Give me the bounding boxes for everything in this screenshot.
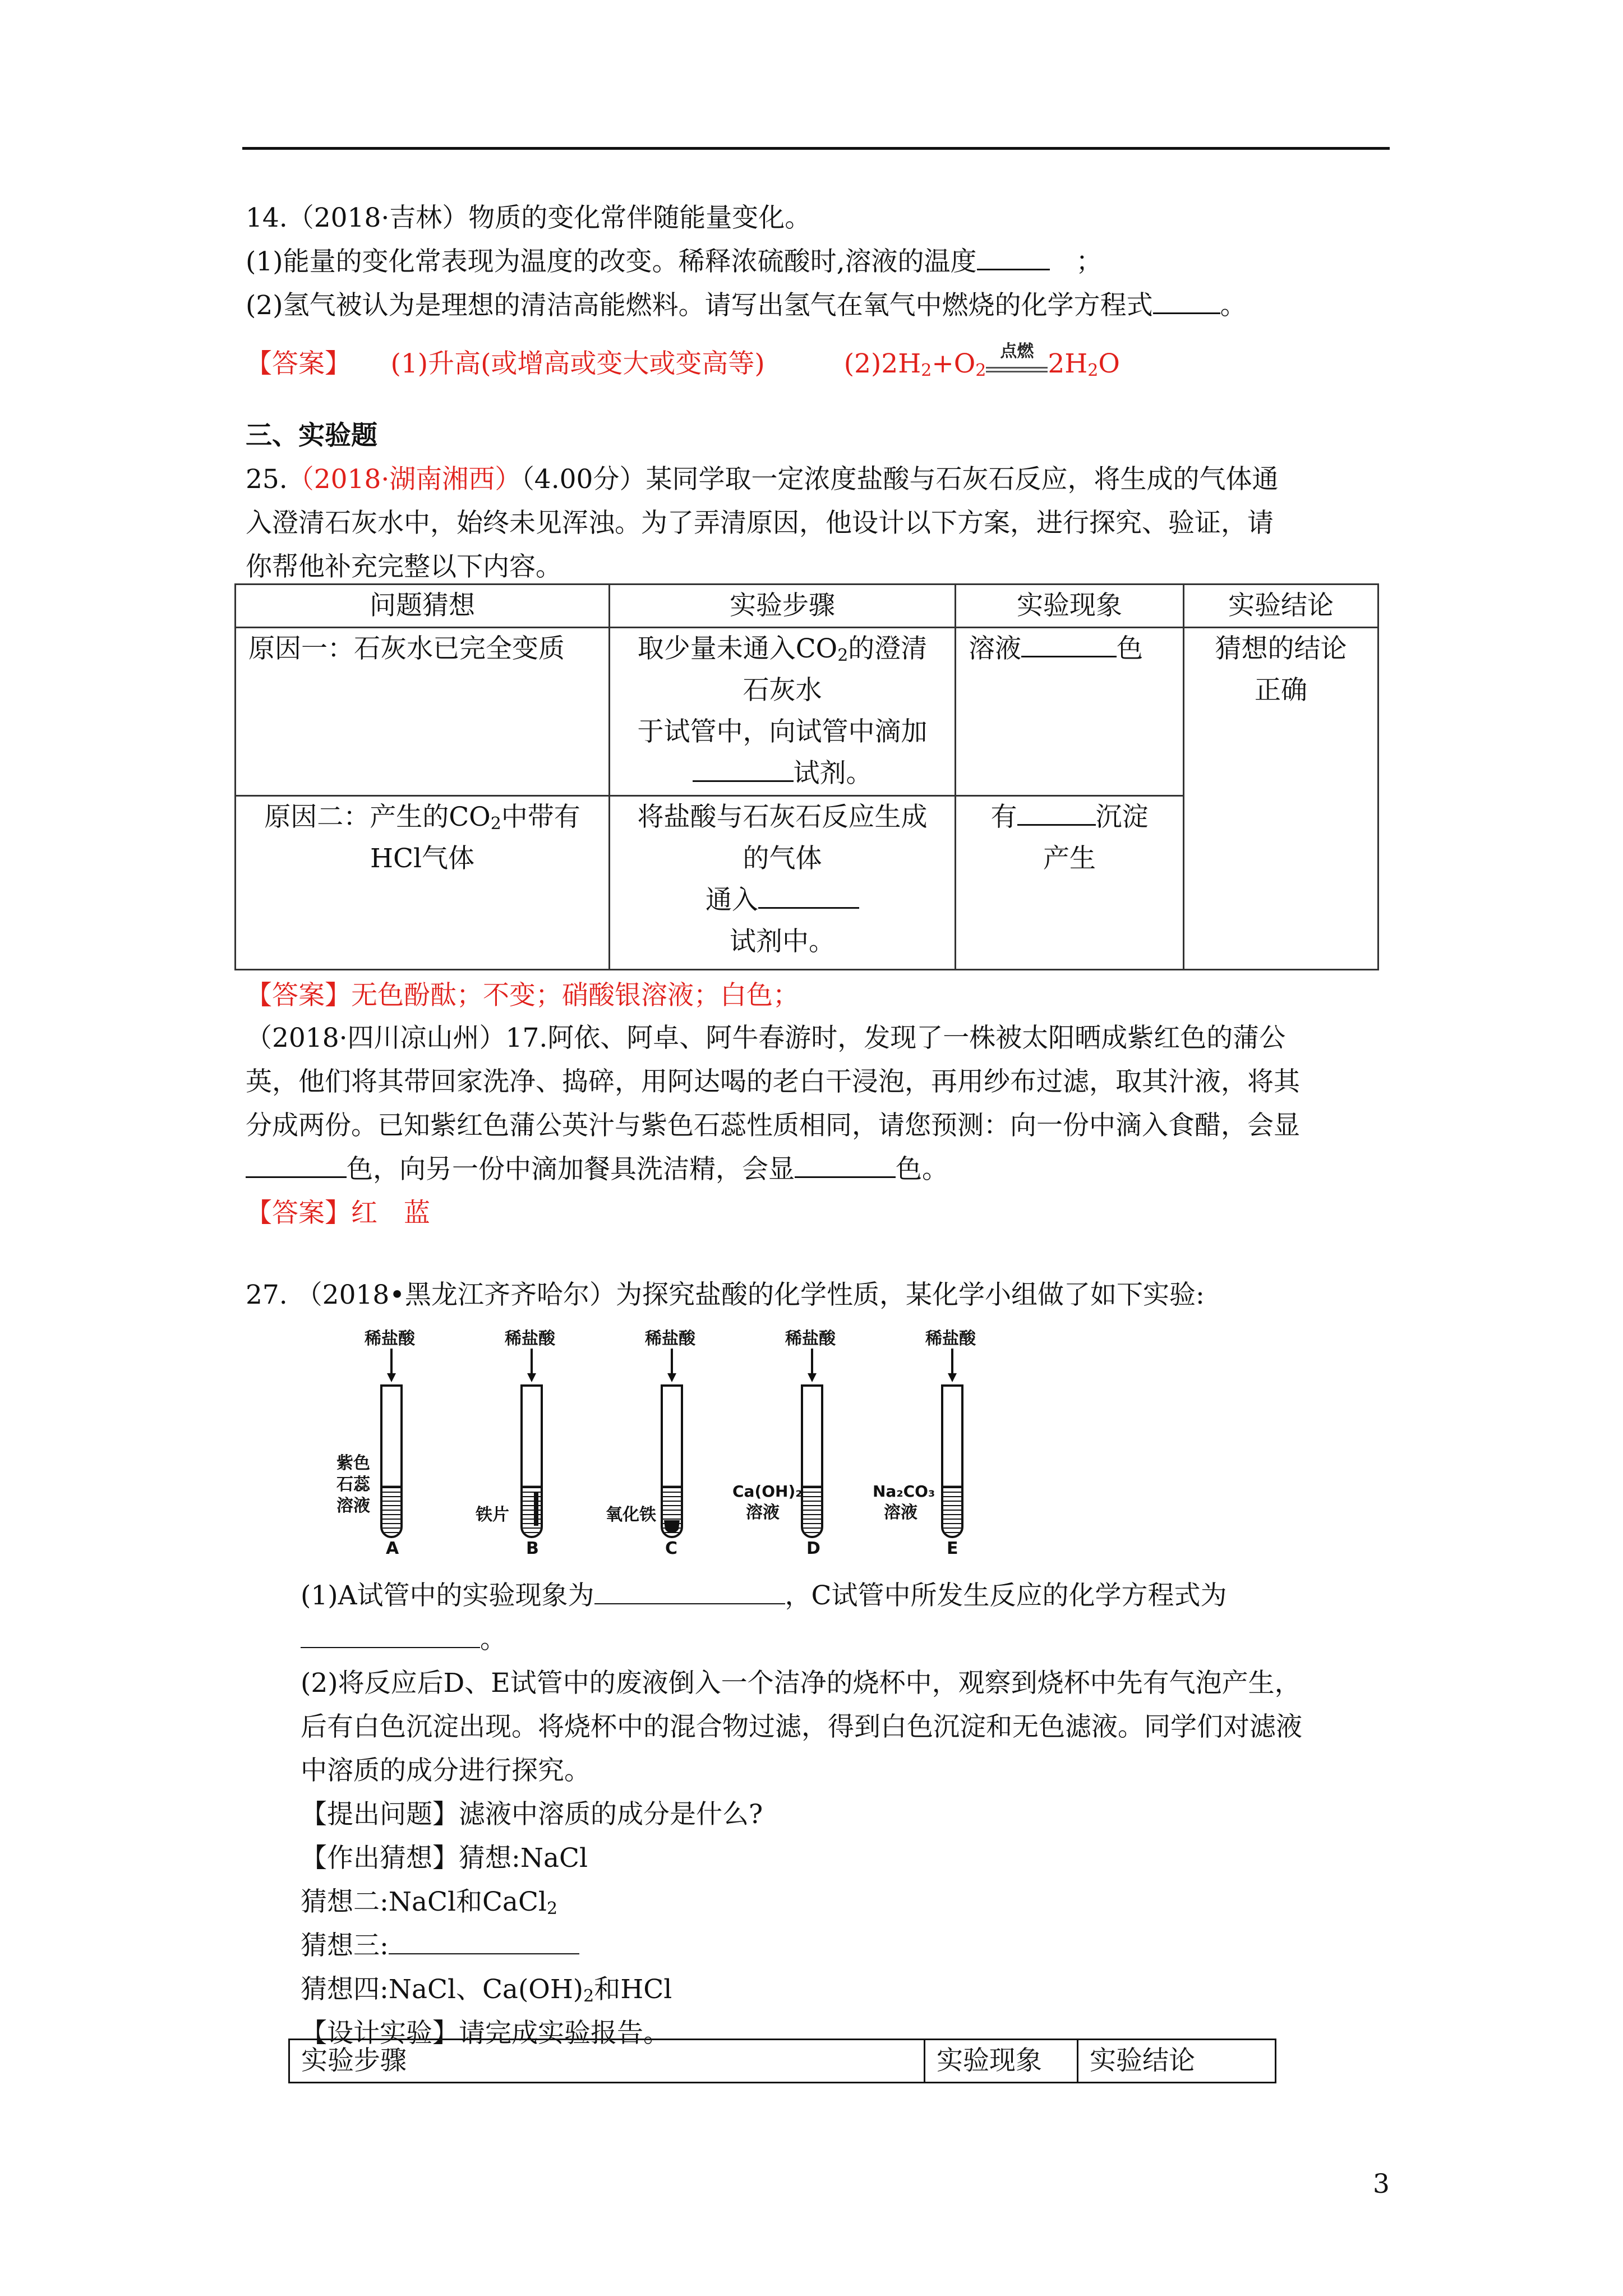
table-header-row: 问题猜想 实验步骤 实验现象 实验结论 [236,585,1378,628]
tube-c [606,1329,696,1558]
page-number: 3 [1373,2169,1390,2200]
test-tubes-figure [325,1324,1032,1559]
blank[interactable] [1017,800,1096,826]
svg-text:Ca(OH)₂: Ca(OH)₂ [732,1482,803,1501]
blank[interactable] [693,757,794,782]
svg-text:溶液: 溶液 [336,1496,370,1516]
svg-text:石蕊: 石蕊 [336,1475,370,1494]
blank[interactable] [389,1930,579,1954]
experiment-report-table [288,2039,1276,2083]
blank[interactable] [1153,290,1220,314]
svg-text:稀盐酸: 稀盐酸 [505,1329,555,1349]
section-title: 三、实验题 [246,420,377,451]
table-row: 原因二：产生的$CO_2$中带有 HCl气体 将盐酸与石灰石反应生成 的气体 通入 试剂中。 有 沉淀 产生 [236,796,1378,970]
svg-text:稀盐酸: 稀盐酸 [645,1329,695,1349]
header-rule [242,147,1390,150]
svg-text:铁片: 铁片 [476,1505,509,1525]
svg-text:稀盐酸: 稀盐酸 [925,1329,976,1349]
svg-text:溶液: 溶液 [746,1503,780,1522]
q27-title: 27. （2018•黑龙江齐齐哈尔）为探究盐酸的化学性质，某化学小组做了如下实验: [246,1280,1205,1310]
svg-text:氧化铁: 氧化铁 [606,1505,656,1525]
blank[interactable] [1021,632,1117,657]
q27-body: (1)A试管中的实验现象为 ，C试管中所发生反应的化学方程式为 。 (2)将反应后D、E试管中的废液倒入一个洁净的烧杯中，观察到烧杯中先有气泡产生， 后有白色沉淀出现。将烧杯中的混合物过滤，得到白色沉淀和无色滤液。同学们对滤液 中溶质的成分进行探究。 【提出问题】滤液中溶质的成分是什么? 【作出猜想】猜想:NaCl 猜想二:NaCl和CaCl$_2$ 猜想三: 猜想四:NaCl、$Ca(OH)_2$和HCl 【设计实验】请完成实验报告。 [301,1580,1302,2049]
q17-answer: 【答案】红 蓝 [246,1198,430,1228]
q14-part1: (1)能量的变化常表现为温度的改变。稀释浓硫酸时,溶液的温度 ； [246,246,1103,277]
q14-part2: (2)氢气被认为是理想的清洁高能燃料。请写出氢气在氧气中燃烧的化学方程式 。 [246,290,1247,321]
question-17: （2018·四川凉山州）17.阿依、阿卓、阿牛春游时，发现了一株被太阳晒成紫红色的蒲公 英，他们将其带回家洗净、捣碎，用阿达喝的老白干浸泡，再用纱布过滤，取其汁液，将其 分成两份。已知紫红色蒲公英汁与紫色石蕊性质相同，请您预测：向一份中滴入食醋，会显 色，向另一份中滴加餐具洗洁精，会显 色。 【答案】红 蓝 [246,1016,1390,1235]
svg-text:紫色: 紫色 [336,1453,370,1473]
blank[interactable] [795,1153,896,1178]
blank[interactable] [594,1580,785,1604]
tube-b [475,1329,556,1558]
q25-answer: 【答案】无色酚酞；不变；硝酸银溶液；白色； [246,980,799,1011]
table-header-row: 实验步骤 实验现象 实验结论 [289,2040,1276,2083]
svg-text:Na₂CO₃: Na₂CO₃ [873,1482,935,1501]
question-25: 25.（2018·湖南湘西）（4.00分）某同学取一定浓度盐酸与石灰石反应，将生成的气体通 入澄清石灰水中，始终未见浑浊。为了弄清原因，他设计以下方案，进行探究、验证，请 你帮他补充完整以下内容。 [246,464,1279,582]
blank[interactable] [758,884,859,909]
blank[interactable] [301,1623,480,1648]
acid-label: 稀盐酸 [365,1329,415,1349]
tube-e [873,1329,976,1558]
svg-text:C: C [665,1539,678,1558]
reaction-condition: 点燃 [986,355,1048,372]
table-row: 原因一：石灰水已完全变质 取少量未通入$CO_2$的澄清 石灰水 于试管中，向试管中滴加 试剂。 溶液 色 猜想的结论 正确 [236,628,1378,796]
experiment-table-25 [234,583,1379,970]
q25-source: （2018·湖南湘西） [287,464,522,495]
tube-a [336,1329,416,1558]
q14-answer: 【答案】 (1)升高(或增高或变大或变高等) $(2)2H_2+O_2$ 点燃 $2H_2O$ [246,342,1120,380]
svg-text:溶液: 溶液 [884,1503,917,1522]
svg-text:D: D [806,1539,820,1558]
question-14 [246,196,1390,386]
svg-text:E: E [947,1539,958,1558]
svg-text:稀盐酸: 稀盐酸 [785,1329,836,1349]
blank[interactable] [977,246,1050,270]
tube-d [732,1329,836,1558]
svg-text:B: B [526,1539,539,1558]
blank[interactable] [246,1153,347,1178]
svg-text:A: A [386,1539,399,1558]
q14-title: 14.（2018·吉林）物质的变化常伴随能量变化。 [246,203,811,233]
